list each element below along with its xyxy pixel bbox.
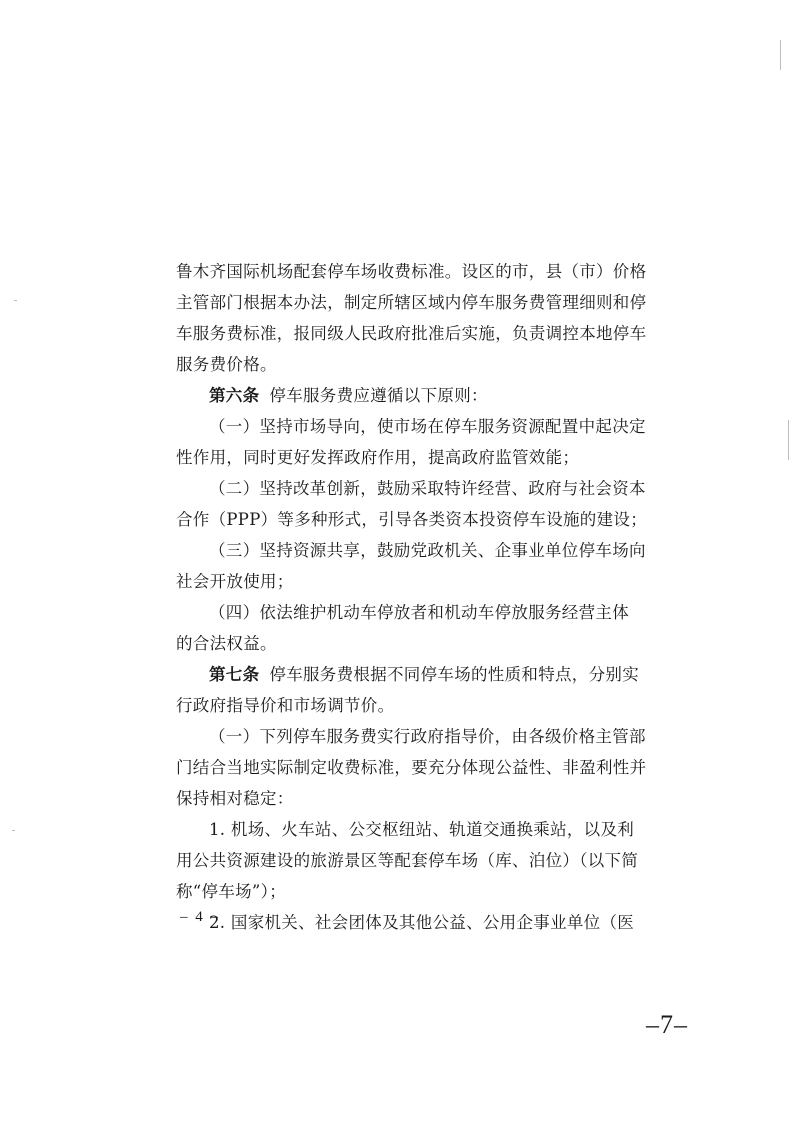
paragraph-line: 服务费价格。: [176, 355, 277, 374]
article-7-item-line: 称“停车场”）；: [176, 882, 287, 901]
principle-line: 社会开放使用；: [176, 572, 294, 591]
principle-line: （四）依法维护机动车停放者和机动车停放服务经营主体: [209, 603, 629, 622]
principle-line: 的合法权益。: [176, 634, 277, 653]
document-body: [176, 256, 648, 938]
principle-line: 性作用，同时更好发挥政府作用，提高政府监管效能；: [176, 448, 580, 467]
principle-line: （三）坚持资源共享，鼓励党政机关、企事业单位停车场向: [209, 541, 646, 560]
paragraph-line: 主管部门根据本办法，制定所辖区域内停车服务费管理细则和停: [176, 293, 647, 312]
principle-line: （一）坚持市场导向，使市场在停车服务资源配置中起决定: [209, 417, 646, 436]
scan-edge-mark: [788, 420, 789, 460]
article-6-head: 第六条: [209, 386, 260, 405]
article-6: [176, 380, 622, 411]
inner-page-number: – 4 –: [180, 909, 220, 925]
article-7-item-line: 门结合当地实际制定收费标准，要充分体现公益性、非盈利性并: [176, 758, 647, 777]
article-7-item-line: （一）下列停车服务费实行政府指导价，由各级价格主管部: [209, 727, 646, 746]
paragraph-line: 车服务费标准，报同级人民政府批准后实施，负责调控本地停车: [176, 324, 647, 343]
article-7-cont: 行政府指导价和市场调节价。: [176, 696, 395, 715]
principle-line: 合作（PPP）等多种形式，引导各类资本投资停车设施的建设；: [176, 510, 648, 529]
article-7-item-line: 保持相对稳定：: [176, 789, 294, 808]
article-7-item-line: 用公共资源建设的旅游景区等配套停车场（库、泊位）（以下简: [176, 851, 639, 870]
article-7: [176, 659, 640, 690]
article-7-text: 停车服务费根据不同停车场的性质和特点，分别实: [269, 665, 640, 684]
principle-line: （二）坚持改革创新，鼓励采取特许经营、政府与社会资本: [209, 479, 646, 498]
scan-edge-mark: [780, 40, 781, 70]
paragraph-line: 鲁木齐国际机场配套停车场收费标准。设区的市，县（市）价格: [176, 262, 647, 281]
scan-edge-mark: [14, 300, 17, 301]
article-7-item-line: 2. 国家机关、社会团体及其他公益、公用企事业单位（医: [209, 913, 635, 932]
scan-edge-mark: [12, 830, 15, 831]
article-7-head: 第七条: [209, 665, 260, 684]
article-7-item-line: 1. 机场、火车站、公交枢纽站、轨道交通换乘站，以及利: [209, 820, 635, 839]
article-6-text: 停车服务费应遵循以下原则：: [269, 386, 488, 405]
outer-page-number: –7–: [646, 1010, 688, 1039]
